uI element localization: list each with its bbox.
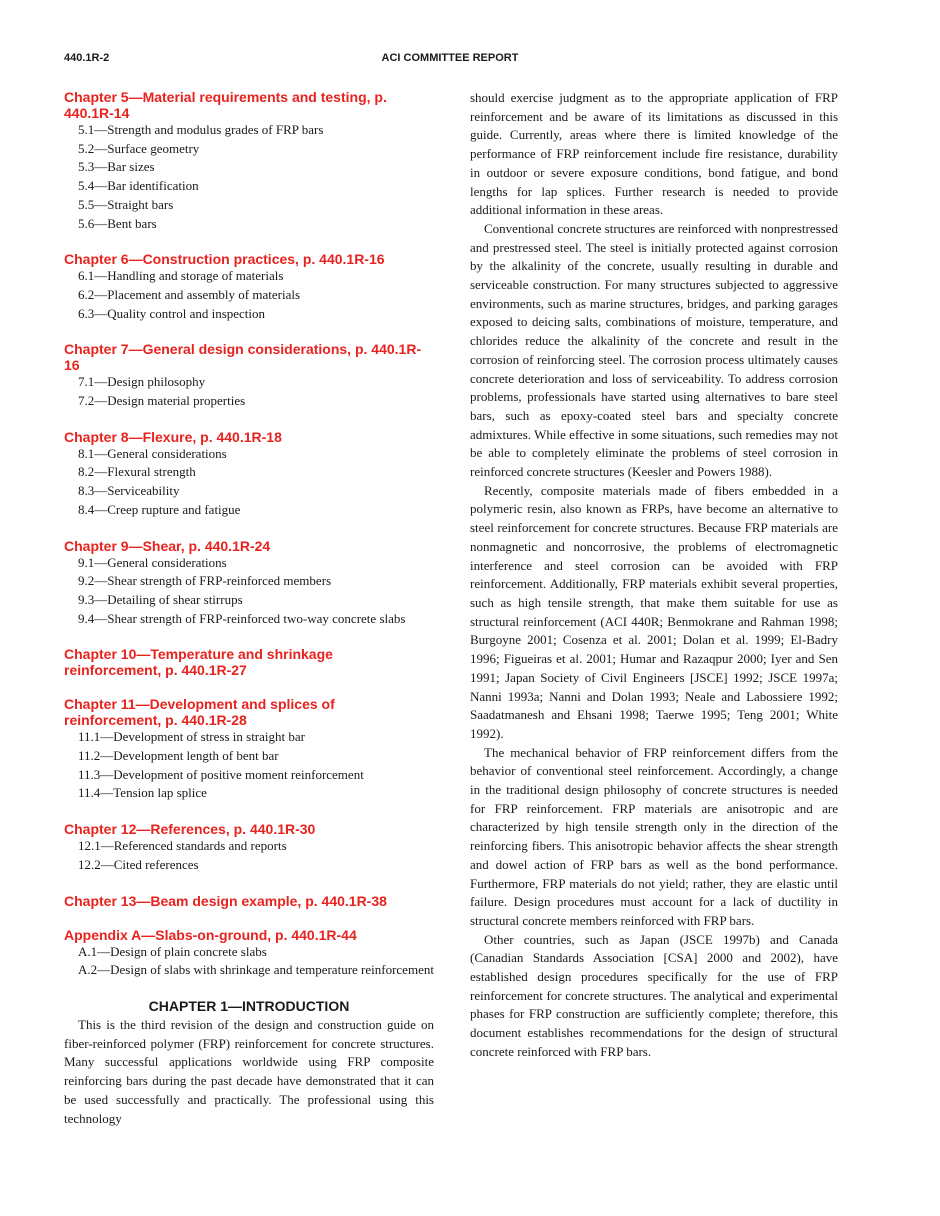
running-title: ACI COMMITTEE REPORT bbox=[381, 52, 519, 64]
toc-chapter-title[interactable]: Chapter 8—Flexure, p. 440.1R-18 bbox=[64, 428, 282, 445]
toc-section-item[interactable]: 6.1—Handling and storage of materials bbox=[78, 268, 284, 284]
toc-section-item[interactable]: A.1—Design of plain concrete slabs bbox=[78, 943, 267, 959]
toc-section-item[interactable]: 6.2—Placement and assembly of materials bbox=[78, 286, 301, 302]
introduction-paragraph: This is the third revision of the design and construction guide on fiber-reinforced polymer (FRP) reinforcement for concrete structures. Many successful applications worldwide using FRP composite reinforcing bars during the past decade have demonstrated that it can be used successfully and practically. The professional using this technology bbox=[64, 1016, 434, 1126]
toc-section-item[interactable]: 8.3—Serviceability bbox=[78, 483, 180, 499]
page-header bbox=[64, 52, 836, 66]
toc-section-item[interactable]: 11.3—Development of positive moment reinforcement bbox=[78, 766, 364, 782]
toc-section-item[interactable]: 5.4—Bar identification bbox=[78, 178, 199, 194]
toc-section-item[interactable]: 7.1—Design philosophy bbox=[78, 374, 206, 390]
toc-chapter bbox=[64, 251, 434, 323]
toc-chapter bbox=[64, 429, 434, 520]
toc-section-item[interactable]: 9.4—Shear strength of FRP-reinforced two-way concrete slabs bbox=[78, 610, 406, 626]
toc-section-item[interactable]: 12.1—Referenced standards and reports bbox=[78, 838, 287, 854]
toc-chapter-title[interactable]: Chapter 5—Material requirements and testing, p. 440.1R-14 bbox=[64, 89, 387, 121]
introduction-heading: CHAPTER 1—INTRODUCTION bbox=[148, 997, 350, 1014]
toc-chapter-title[interactable]: Chapter 13—Beam design example, p. 440.1R-38 bbox=[64, 892, 387, 909]
toc-section-item[interactable]: 5.3—Bar sizes bbox=[78, 159, 155, 175]
toc-chapter bbox=[64, 927, 434, 980]
body-paragraph: Other countries, such as Japan (JSCE 1997b) and Canada (Canadian Standards Association [CSA] 2000 and 2002), have established design procedures specifically for the use of FRP reinforcement for concrete structures. The analytical and experimental phases for FRP construction are sufficiently complete; therefore, this document establishes recommendations for the design of structural concrete reinforced with FRP bars. bbox=[470, 931, 838, 1059]
body-paragraph: Conventional concrete structures are reinforced with nonprestressed and prestressed steel. The steel is initially protected against corrosion by the alkalinity of the concrete, usually resulting in durable and serviceable construction. For many structures subjected to aggressive environments, such as marine structures, bridges, and parking garages exposed to deicing salts, combinations of moisture, temperature, and chlorides reduce the alkalinity of the concrete and result in the corrosion of reinforcing steel. The corrosion process ultimately causes concrete deterioration and loss of serviceability. To address corrosion problems, professionals have started using alternatives to bare steel bars, such as epoxy-coated steel bars and specialty concrete admixtures. While effective in some situations, such remedies may not be able to completely eliminate the problems of steel corrosion in reinforced concrete structures (Keesler and Powers 1988). bbox=[470, 220, 838, 480]
toc-section-item[interactable]: 5.1—Strength and modulus grades of FRP bars bbox=[78, 122, 324, 137]
right-column bbox=[470, 89, 838, 1062]
page-number: 440.1R-2 bbox=[64, 52, 110, 64]
toc-chapter-title[interactable]: Chapter 12—References, p. 440.1R-30 bbox=[64, 821, 316, 838]
toc-chapter bbox=[64, 821, 434, 874]
toc-chapter-title[interactable]: Appendix A—Slabs-on-ground, p. 440.1R-44 bbox=[64, 926, 357, 943]
toc-section-item[interactable]: 11.2—Development length of bent bar bbox=[78, 748, 279, 764]
table-of-contents bbox=[64, 89, 434, 980]
toc-section-item[interactable]: 8.4—Creep rupture and fatigue bbox=[78, 501, 241, 517]
body-paragraph: Recently, composite materials made of fibers embedded in a polymeric resin, also known as FRPs, have become an alternative to steel reinforcement for concrete structures. Because FRP materials are nonmagnetic and noncorrosive, the problems of electromagnetic interference and steel corrosion can be avoided with FRP reinforcement. Additionally, FRP materials exhibit several properties, such as high tensile strength, that make them suitable for use as structural reinforcement (ACI 440R; Benmokrane and Rahman 1998; Burgoyne 2001; Cosenza et al. 2001; Dolan et al. 1999; El-Badry 1996; Figueiras et al. 2001; Humar and Razaqpur 2000; Iyer and Sen 1991; Japan Society of Civil Engineers [JSCE] 1992; JSCE 1997a; Nanni 1993a; Nanni and Dolan 1993; Neale and Labossiere 1992; Saadatmanesh and Ehsani 1998; Taerwe 1995; Teng 2001; White 1992). bbox=[470, 482, 838, 741]
body-paragraph: The mechanical behavior of FRP reinforcement differs from the behavior of conventional steel reinforcement. Accordingly, a change in the traditional design philosophy of concrete structures is needed for FRP reinforcement. FRP materials are anisotropic and are characterized by high tensile strength only in the direction of the reinforcing fibers. This anisotropic behavior affects the shear strength and dowel action of FRP bars as well as the bond performance. Furthermore, FRP materials do not yield; rather, they are elastic until failure. Design procedures must account for a lack of ductility in structural concrete members reinforced with FRP bars. bbox=[470, 744, 838, 928]
toc-section-item[interactable]: 9.1—General considerations bbox=[78, 554, 227, 570]
toc-section-item[interactable]: 9.3—Detailing of shear stirrups bbox=[78, 591, 243, 607]
toc-section-item[interactable]: 7.2—Design material properties bbox=[78, 393, 246, 409]
toc-section-item[interactable]: 12.2—Cited references bbox=[78, 856, 199, 872]
toc-section-item[interactable]: 5.6—Bent bars bbox=[78, 215, 157, 231]
toc-section-item[interactable]: A.2—Design of slabs with shrinkage and temperature reinforcement bbox=[78, 962, 434, 978]
toc-chapter-title[interactable]: Chapter 7—General design considerations, p. 440.1R-16 bbox=[64, 341, 422, 374]
toc-chapter bbox=[64, 646, 434, 678]
toc-chapter bbox=[64, 538, 434, 629]
toc-section-item[interactable]: 11.4—Tension lap splice bbox=[78, 785, 207, 801]
toc-chapter-title[interactable]: Chapter 9—Shear, p. 440.1R-24 bbox=[64, 537, 271, 554]
toc-chapter bbox=[64, 696, 434, 803]
toc-chapter bbox=[64, 893, 434, 909]
toc-chapter-title[interactable]: Chapter 10—Temperature and shrinkage reinforcement, p. 440.1R-27 bbox=[64, 646, 333, 679]
left-column bbox=[64, 89, 434, 1128]
toc-section-item[interactable]: 5.2—Surface geometry bbox=[78, 140, 200, 156]
toc-section-item[interactable]: 6.3—Quality control and inspection bbox=[78, 305, 266, 321]
toc-chapter-title[interactable]: Chapter 11—Development and splices of reinforcement, p. 440.1R-28 bbox=[64, 696, 335, 729]
toc-section-item[interactable]: 8.1—General considerations bbox=[78, 445, 227, 461]
toc-chapter-title[interactable]: Chapter 6—Construction practices, p. 440.1R-16 bbox=[64, 251, 385, 268]
toc-section-item[interactable]: 9.2—Shear strength of FRP-reinforced members bbox=[78, 573, 332, 589]
toc-chapter bbox=[64, 89, 434, 233]
toc-section-item[interactable]: 11.1—Development of stress in straight bar bbox=[78, 729, 305, 745]
body-paragraph: should exercise judgment as to the appropriate application of FRP reinforcement and be aware of its limitations as discussed in this guide. Currently, areas where there is limited knowledge of the performance of FRP reinforcement include fire resistance, durability in outdoor or severe exposure conditions, bond fatigue, and bond lengths for lap splices. Further research is needed to provide additional information in these areas. bbox=[470, 90, 838, 218]
toc-section-item[interactable]: 8.2—Flexural strength bbox=[78, 464, 196, 480]
toc-section-item[interactable]: 5.5—Straight bars bbox=[78, 196, 174, 212]
toc-chapter bbox=[64, 341, 434, 410]
